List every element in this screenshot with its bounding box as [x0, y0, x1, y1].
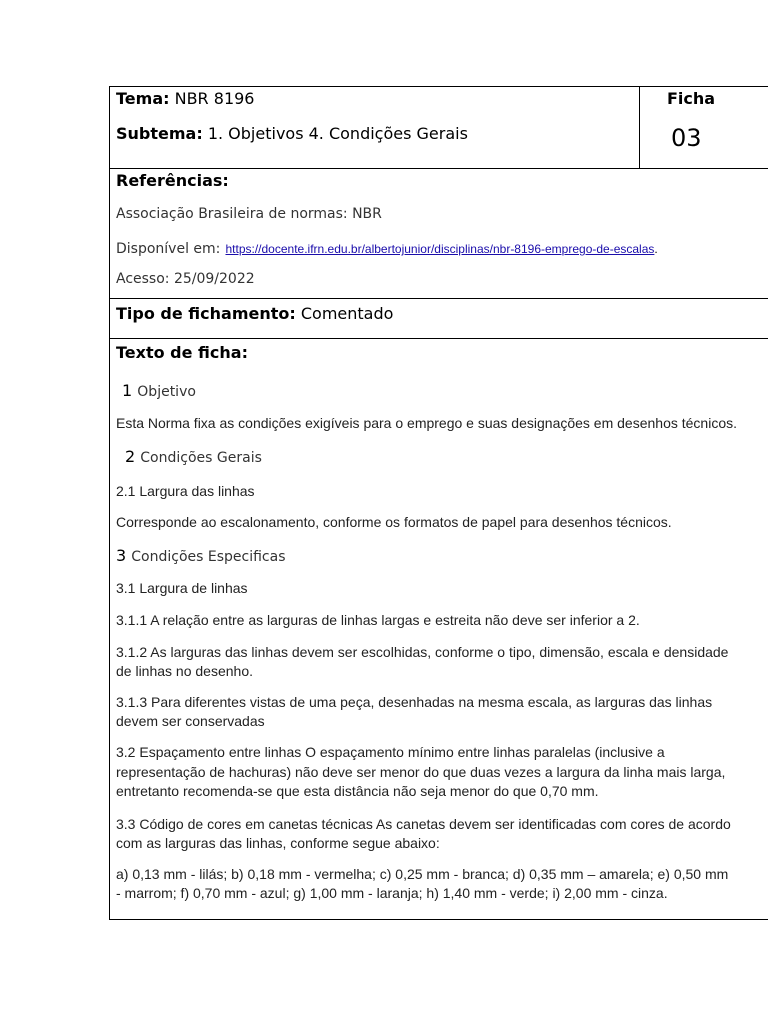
section-3-1-1-text: 3.1.1 A relação entre as larguras de linhas largas e estreita não deve ser inferior a 2.	[116, 612, 640, 628]
header-divider	[110, 168, 768, 169]
disponivel-label: Disponível em:	[116, 241, 221, 257]
section-3-2-line3: entretanto recomenda-se que esta distância não seja menor do que 0,70 mm.	[116, 783, 599, 799]
tema-value: NBR 8196	[174, 89, 255, 108]
reference-url-link[interactable]: https://docente.ifrn.edu.br/albertojunior/disciplinas/nbr-8196-emprego-de-escalas	[225, 242, 655, 256]
section-2-1-title: 2.1 Largura das linhas	[116, 483, 255, 499]
ficha-column-divider	[639, 87, 640, 168]
references-divider	[110, 298, 768, 299]
disponivel-line	[116, 238, 658, 257]
section-1-number: 1	[122, 381, 133, 400]
fichamento-table	[109, 86, 768, 920]
section-3-1-3-line1: 3.1.3 Para diferentes vistas de uma peça, desenhadas na mesma escala, as larguras das linhas	[116, 694, 713, 710]
section-3-1-2-line2: de linhas no desenho.	[116, 663, 253, 679]
section-2-heading	[125, 447, 262, 466]
type-divider	[110, 338, 768, 339]
section-3-3-line2: com as larguras das linhas, conforme segue abaixo:	[116, 835, 440, 851]
tema-label: Tema:	[116, 89, 170, 108]
section-3-number: 3	[116, 546, 127, 565]
tipo-value: Comentado	[300, 304, 394, 323]
subtema-line	[116, 124, 468, 143]
section-1-heading	[122, 381, 196, 400]
subtema-label: Subtema:	[116, 124, 203, 143]
referencias-heading: Referências:	[116, 171, 229, 190]
section-3-3-line3: a) 0,13 mm - lilás; b) 0,18 mm - vermelha; c) 0,25 mm - branca; d) 0,35 mm – amarela; e) 0,50 mm	[116, 866, 729, 882]
url-suffix: .	[654, 242, 658, 256]
section-3-1-2-line1: 3.1.2 As larguras das linhas devem ser escolhidas, conforme o tipo, dimensão, escala e densidade	[116, 644, 729, 660]
section-2-1-text: Corresponde ao escalonamento, conforme os formatos de papel para desenhos técnicos.	[116, 514, 672, 530]
ficha-number: 03	[671, 124, 702, 152]
tema-line	[116, 89, 254, 108]
acesso-line: Acesso: 25/09/2022	[116, 271, 255, 287]
section-3-1-3-line2: devem ser conservadas	[116, 713, 265, 729]
subtema-value: 1. Objetivos 4. Condições Gerais	[207, 124, 468, 143]
texto-heading: Texto de ficha:	[116, 343, 248, 362]
section-2-title: Condições Gerais	[140, 450, 262, 466]
section-3-2-line1: 3.2 Espaçamento entre linhas O espaçamento mínimo entre linhas paralelas (inclusive a	[116, 744, 665, 760]
section-3-3-line1: 3.3 Código de cores em canetas técnicas As canetas devem ser identificadas com cores de acordo	[116, 816, 731, 832]
section-3-2-line2: representação de hachuras) não deve ser menor do que duas vezes a largura da linha mais larga,	[116, 764, 726, 780]
ficha-label: Ficha	[667, 89, 716, 108]
tipo-label: Tipo de fichamento:	[116, 304, 296, 323]
section-3-title: Condições Especificas	[131, 549, 286, 565]
section-3-heading	[116, 546, 286, 565]
section-1-text: Esta Norma fixa as condições exigíveis para o emprego e suas designações em desenhos técnicos.	[116, 415, 738, 431]
section-2-number: 2	[125, 447, 136, 466]
section-1-title: Objetivo	[137, 384, 196, 400]
referencia-line: Associação Brasileira de normas: NBR	[116, 206, 382, 222]
tipo-line	[116, 304, 393, 323]
section-3-3-line4: - marrom; f) 0,70 mm - azul; g) 1,00 mm - laranja; h) 1,40 mm - verde; i) 2,00 mm - cinza.	[116, 885, 668, 901]
section-3-1-title: 3.1 Largura de linhas	[116, 580, 248, 596]
